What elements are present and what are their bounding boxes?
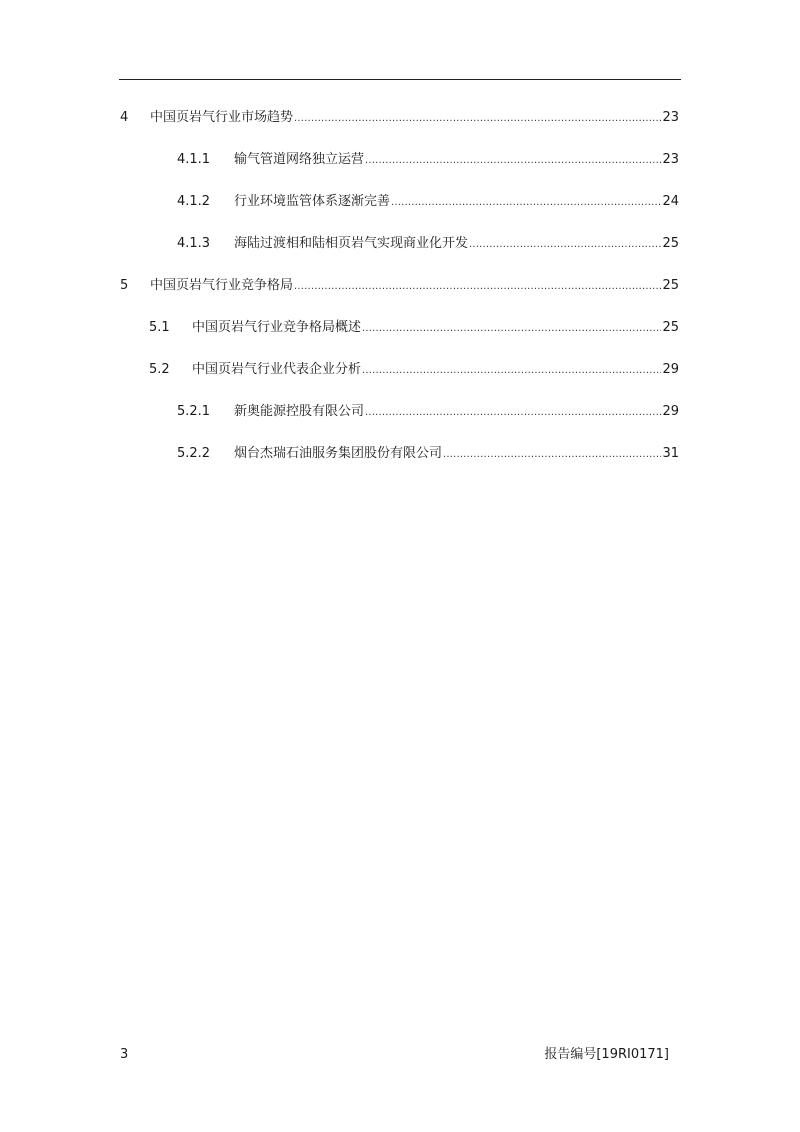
toc-entry-number: 5.2.1 [177, 404, 211, 419]
toc-entry-page: 25 [662, 278, 679, 293]
toc-entry-4[interactable] [0, 108, 800, 128]
toc-entry-page: 25 [662, 320, 679, 335]
toc-dot-leader [391, 193, 661, 213]
toc-entry-4-1-2[interactable] [0, 192, 800, 212]
toc-entry-4-1-3[interactable] [0, 234, 800, 254]
toc-entry-title: 新奥能源控股有限公司 [234, 404, 365, 419]
toc-entry-5-2-2[interactable] [0, 444, 800, 464]
toc-entry-5-2[interactable] [0, 360, 800, 380]
toc-dot-leader [362, 319, 661, 339]
toc-entry-page: 29 [662, 404, 679, 419]
toc-entry-5-1[interactable] [0, 318, 800, 338]
toc-entry-page: 29 [662, 362, 679, 377]
toc-entry-4-1-1[interactable] [0, 150, 800, 170]
toc-dot-leader [294, 277, 661, 297]
toc-dot-leader [469, 235, 661, 255]
toc-entry-page: 25 [662, 236, 679, 251]
toc-entry-number: 4.1.1 [177, 152, 211, 167]
toc-entry-title: 中国页岩气行业市场趋势 [150, 110, 294, 125]
toc-entry-title: 行业环境监管体系逐渐完善 [234, 194, 391, 209]
toc-entry-page: 24 [662, 194, 679, 209]
toc-entry-number: 5 [120, 278, 129, 293]
toc-entry-title: 烟台杰瑞石油服务集团股份有限公司 [234, 446, 443, 461]
toc-entry-number: 5.2.2 [177, 446, 211, 461]
toc-dot-leader [294, 109, 661, 129]
toc-entry-number: 4 [120, 110, 129, 125]
toc-dot-leader [443, 445, 661, 465]
toc-entry-title: 海陆过渡相和陆相页岩气实现商业化开发 [234, 236, 469, 251]
toc-entry-title: 输气管道网络独立运营 [234, 152, 365, 167]
toc-entry-page: 23 [662, 152, 679, 167]
toc-entry-title: 中国页岩气行业竞争格局概述 [192, 320, 362, 335]
toc-entry-number: 4.1.3 [177, 236, 211, 251]
toc-dot-leader [365, 151, 661, 171]
toc-dot-leader [365, 403, 661, 423]
toc-entry-title: 中国页岩气行业竞争格局 [150, 278, 294, 293]
toc-entry-5-2-1[interactable] [0, 402, 800, 422]
toc-entry-number: 4.1.2 [177, 194, 211, 209]
footer-report-number: 报告编号[19RI0171] [544, 1047, 669, 1062]
toc-entry-title: 中国页岩气行业代表企业分析 [192, 362, 362, 377]
toc-entry-page: 31 [662, 446, 679, 461]
toc-dot-leader [362, 361, 661, 381]
toc-entry-number: 5.1 [149, 320, 170, 335]
table-of-contents [0, 0, 800, 480]
toc-entry-number: 5.2 [149, 362, 170, 377]
toc-entry-5[interactable] [0, 276, 800, 296]
footer-page-number: 3 [120, 1047, 129, 1062]
toc-entry-page: 23 [662, 110, 679, 125]
